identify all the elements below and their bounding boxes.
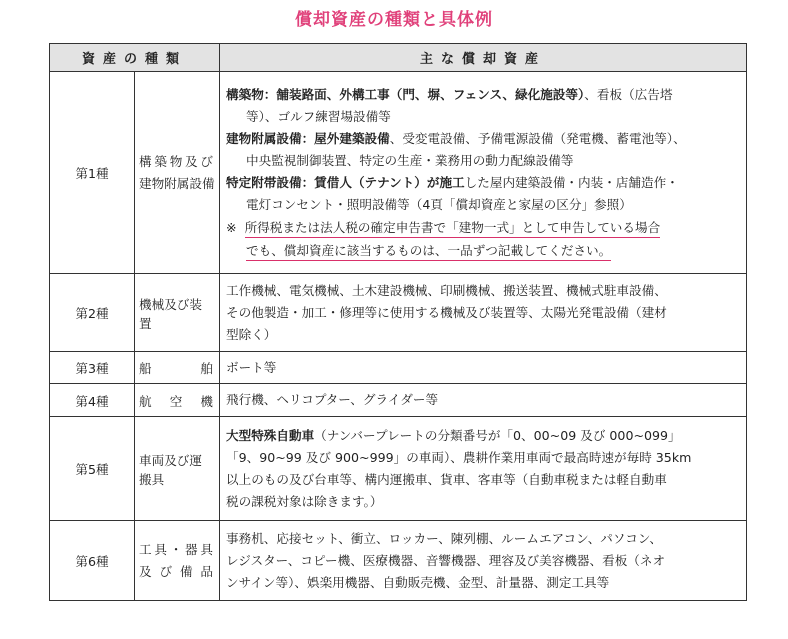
- note: [226, 216, 740, 239]
- examples-cell: ボート等: [220, 352, 747, 384]
- table-row: [50, 521, 747, 601]
- examples-cell: 構築物：舗装路面、外構工事（門、塀、フェンス、緑化施設等）、看板（広告塔 等）、ゴルフ練習場設備等 建物附属設備：屋外建築設備、受変電設備、予備電源設備（発電機、蓄電池等）、 中央監視制御装置、特定の生産・業務用の動力配線設備等 特定附帯設備：賃借人（テナント）が施工した屋内建築設備・内装・店舗造作・ 電灯コンセント・照明設備等（4頁「償却資産と家屋の区分」参照） ※ 所得税または法人税の確定申告書で「建物一式」として申告している場合 でも、償却資産に該当するものは、一品ずつ記載してください。: [220, 72, 747, 274]
- note-mark: ※: [226, 219, 237, 235]
- asset-type-cell: [135, 521, 220, 601]
- header-asset-type: 資産の種類: [50, 44, 220, 72]
- table-row: [50, 274, 747, 352]
- asset-type-cell: 車両及び運搬具: [135, 417, 220, 521]
- examples-cell: 大型特殊自動車（ナンバープレートの分類番号が「0、00~09 及び 000~099」 「9、90~99 及び 900~999」の車両）、農耕作業用車両で最高時速が毎時 35km 以上のもの及び台車等、構内運搬車、貨車、客車等（自動車税または軽自動車 税の課税対象は除きます。）: [220, 417, 747, 521]
- asset-type-cell: 船 舶: [135, 352, 220, 384]
- table-row: [50, 417, 747, 521]
- table-header-row: [50, 44, 747, 72]
- asset-type-line: 及 び 備 品: [139, 563, 213, 579]
- examples-cell: 工作機械、電気機械、土木建設機械、印刷機械、搬送装置、機械式駐車設備、 その他製造・加工・修理等に使用する機械及び装置等、太陽光発電設備（建材 型除く）: [220, 274, 747, 352]
- table-row: [50, 72, 747, 274]
- row-number: 第2種: [50, 274, 135, 352]
- examples-cell: 飛行機、ヘリコプター、グライダー等: [220, 384, 747, 417]
- building-equipment-paragraph: 建物附属設備：屋外建築設備、受変電設備、予備電源設備（発電機、蓄電池等）、: [226, 130, 686, 146]
- depreciable-assets-table: [49, 43, 747, 601]
- table-row: [50, 384, 747, 417]
- table-row: [50, 352, 747, 384]
- asset-type-cell: [135, 72, 220, 274]
- asset-type-line: 工 具 ・ 器 具: [139, 541, 213, 557]
- row-number: 第4種: [50, 384, 135, 417]
- page-title: 償却資産の種類と具体例: [295, 10, 493, 30]
- examples-cell: 事務机、応接セット、衝立、ロッカー、陳列棚、ルームエアコン、パソコン、 レジスター、コピー機、医療機器、音響機器、理容及び美容機器、看板（ネオ ンサイン等）、娯楽用機器、自動販売機、金型、計量器、測定工具等: [220, 521, 747, 601]
- row-number: 第5種: [50, 417, 135, 521]
- row-number: 第1種: [50, 72, 135, 274]
- asset-type-cell: 航 空 機: [135, 384, 220, 417]
- asset-type-line: 建 物 附 属 設 備: [139, 175, 215, 191]
- row-number: 第3種: [50, 352, 135, 384]
- note-text: 所得税または法人税の確定申告書で「建物一式」として申告している場合: [245, 220, 661, 238]
- tenant-equipment-paragraph: 特定附帯設備：賃借人（テナント）が施工した屋内建築設備・内装・店舗造作・: [226, 174, 679, 190]
- row-number: 第6種: [50, 521, 135, 601]
- structures-paragraph: 構築物：舗装路面、外構工事（門、塀、フェンス、緑化施設等）、看板（広告塔: [226, 86, 673, 102]
- header-main-assets: 主な償却資産: [220, 44, 747, 72]
- asset-type-cell: 機械及び装置: [135, 274, 220, 352]
- asset-type-line: 構 築 物 及 び: [139, 153, 213, 169]
- note-text: でも、償却資産に該当するものは、一品ずつ記載してください。: [246, 243, 611, 261]
